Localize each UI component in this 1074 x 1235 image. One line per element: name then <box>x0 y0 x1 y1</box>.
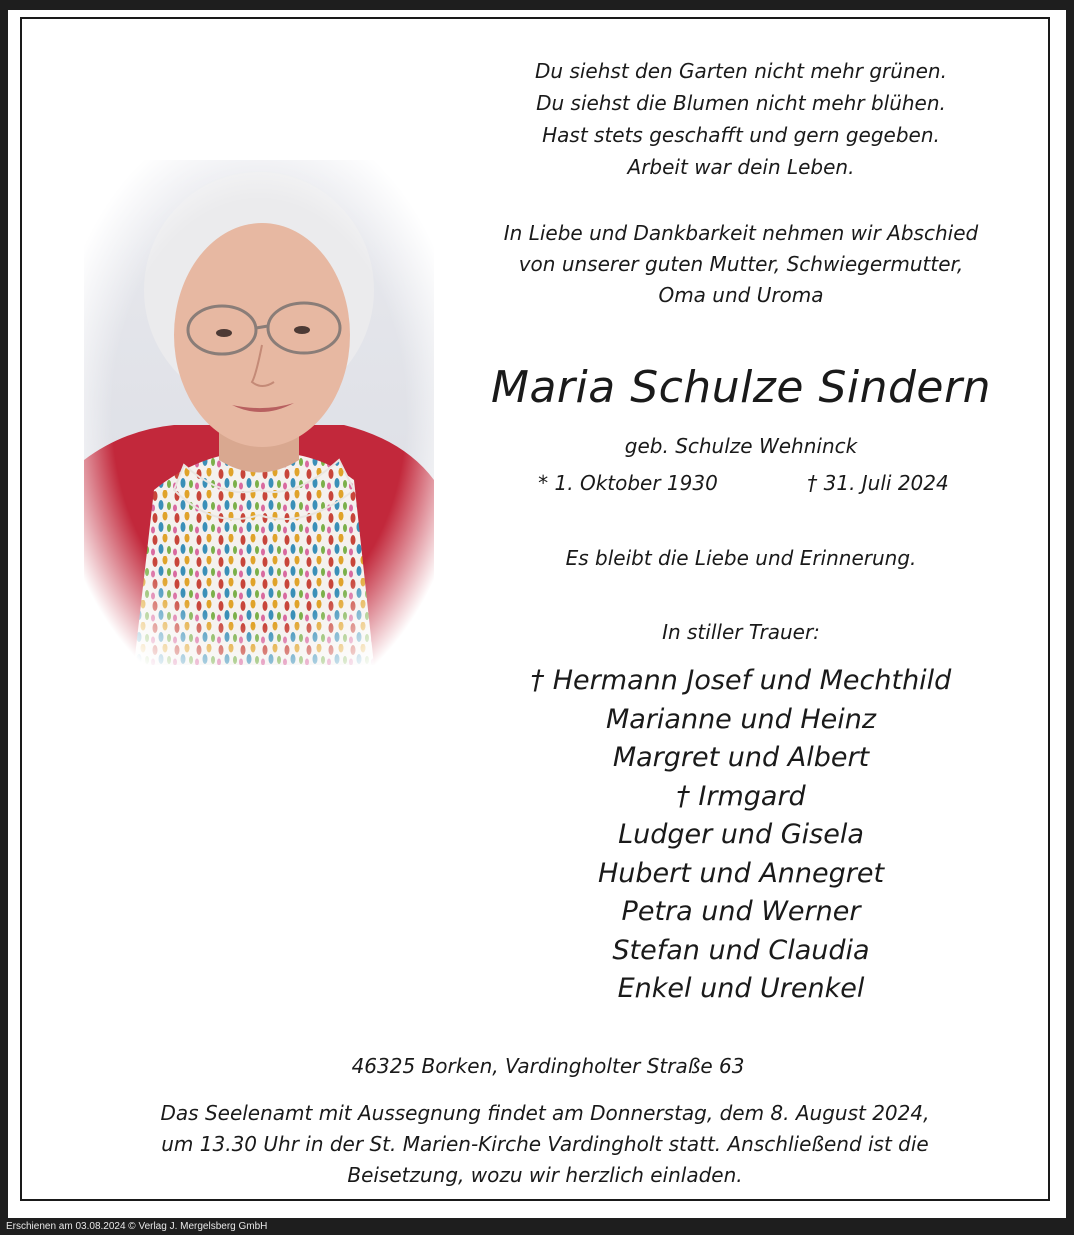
poem <box>446 55 1036 183</box>
service-line: um 13.30 Uhr in der St. Marien-Kirche Vardingholt statt. Anschließend ist die <box>161 1132 929 1156</box>
birth-date: * 1. Oktober 1930 <box>538 471 718 495</box>
obituary-sheet <box>8 10 1066 1218</box>
intro-line: In Liebe und Dankbarkeit nehmen wir Abschied <box>503 221 979 245</box>
address: 46325 Borken, Vardingholter Straße 63 <box>351 1054 745 1078</box>
publication-footer: Erschienen am 03.08.2024 © Verlag J. Mergelsberg GmbH <box>6 1221 268 1232</box>
poem-line: Du siehst den Garten nicht mehr grünen. <box>535 59 947 83</box>
family-entry: Hubert und Annegret <box>597 857 885 889</box>
closing-line: Es bleibt die Liebe und Erinnerung. <box>565 546 917 570</box>
deceased-name: Maria Schulze Sindern <box>491 362 991 413</box>
family-entry: Margret und Albert <box>612 742 870 773</box>
mourning-heading: In stiller Trauer: <box>662 620 820 644</box>
family-entry: Marianne und Heinz <box>605 703 877 735</box>
family-entry: † Hermann Josef und Mechthild <box>530 665 952 696</box>
family-entry: Stefan und Claudia <box>612 934 870 966</box>
family-list <box>446 662 1036 1009</box>
farewell-intro <box>446 218 1036 311</box>
service-line: Das Seelenamt mit Aussegnung findet am Donnerstag, dem 8. August 2024, <box>160 1101 930 1125</box>
funeral-service-info <box>100 1098 990 1191</box>
death-date: † 31. Juli 2024 <box>807 471 949 495</box>
poem-line: Du siehst die Blumen nicht mehr blühen. <box>536 91 946 115</box>
intro-line: von unserer guten Mutter, Schwiegermutter, <box>518 252 964 276</box>
poem-line: Arbeit war dein Leben. <box>627 155 855 179</box>
intro-line: Oma und Uroma <box>658 283 824 307</box>
birth-name: geb. Schulze Wehninck <box>624 434 858 458</box>
family-entry: Petra und Werner <box>621 896 861 927</box>
portrait-photo <box>84 160 434 665</box>
family-entry: † Irmgard <box>676 780 806 812</box>
poem-line: Hast stets geschafft und gern gegeben. <box>542 123 940 147</box>
family-entry: Ludger und Gisela <box>618 819 864 850</box>
family-entry: Enkel und Urenkel <box>617 973 865 1004</box>
service-line: Beisetzung, wozu wir herzlich einladen. <box>347 1163 743 1187</box>
